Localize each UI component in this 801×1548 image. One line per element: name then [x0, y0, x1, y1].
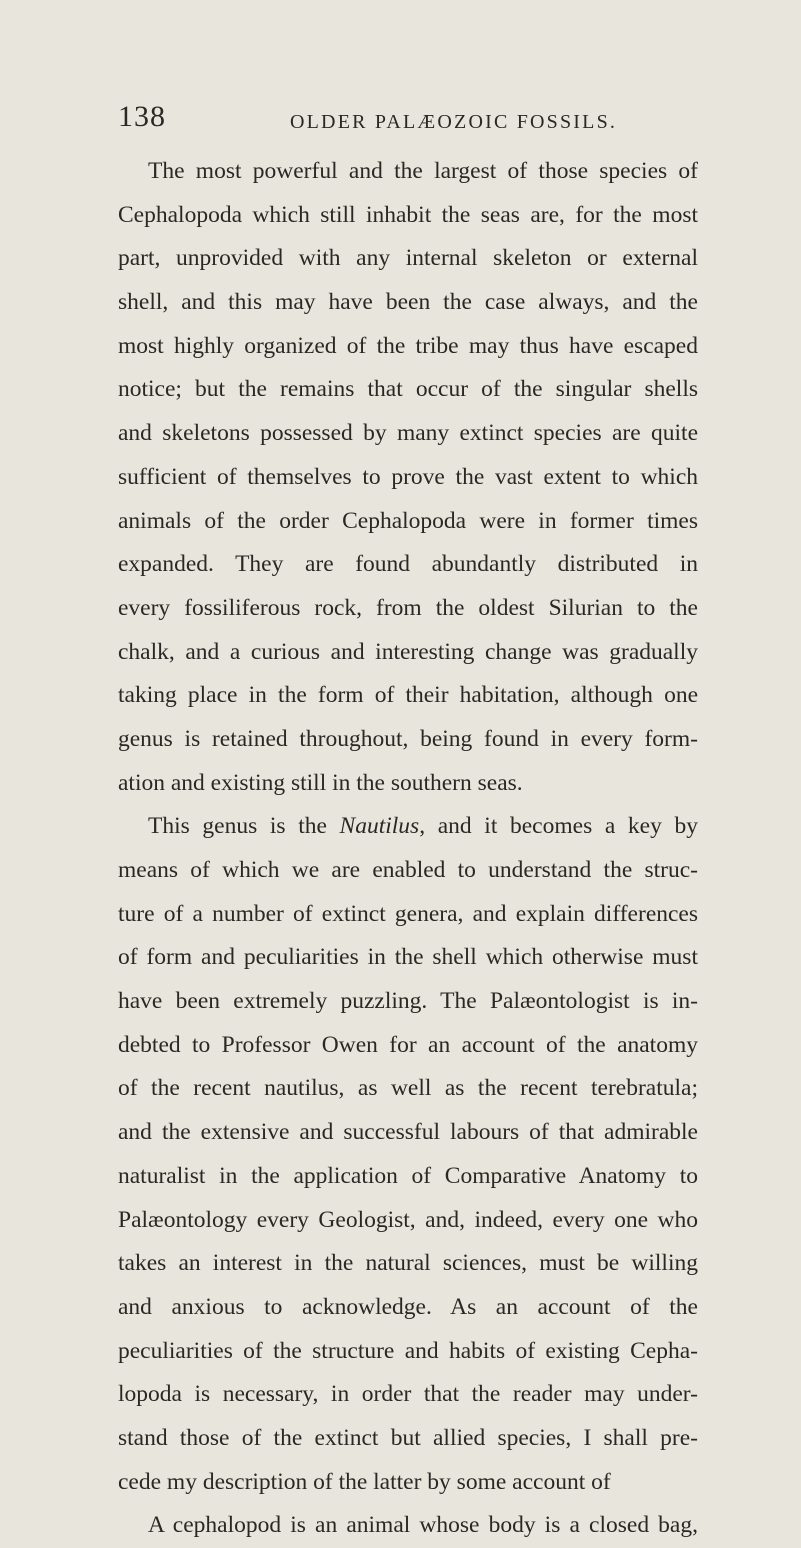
text-line: and skeletons possessed by many extinct species are quite: [118, 420, 698, 447]
text-line: ture of a number of extinct genera, and explain differences: [118, 900, 698, 927]
text-line: animals of the order Cephalopoda were in former times: [118, 507, 698, 534]
text-line: every fossiliferous rock, from the oldest Silurian to the: [118, 594, 698, 621]
text-line: of form and peculiarities in the shell which otherwise must: [118, 944, 698, 971]
paragraph-1: [118, 150, 698, 805]
text-line: lopoda is necessary, in order that the reader may under-: [118, 1381, 698, 1408]
text-line: taking place in the form of their habitation, although one: [118, 682, 698, 709]
text-line: of the recent nautilus, as well as the recent terebratula;: [118, 1075, 698, 1102]
text-line: The most powerful and the largest of those species of: [148, 158, 698, 184]
text-line: cede my description of the latter by some account of: [118, 1468, 611, 1495]
text-line: and the extensive and successful labours of that admirable: [118, 1119, 698, 1146]
text-line: stand those of the extinct but allied species, I shall pre-: [118, 1424, 698, 1451]
text-line: most highly organized of the tribe may thus have escaped: [118, 332, 698, 359]
text-line: takes an interest in the natural sciences, must be willing: [118, 1250, 698, 1277]
text-line: [118, 805, 698, 849]
text-line: and anxious to acknowledge. As an account of the: [118, 1293, 698, 1320]
text-line: ation and existing still in the southern seas.: [118, 769, 523, 796]
genus-name-italic: Nautilus: [339, 813, 420, 840]
paragraph-2: [118, 805, 698, 1504]
page-number: 138: [118, 100, 166, 133]
body-text: [118, 150, 698, 1548]
text-line: have been extremely puzzling. The Palæontologist is in-: [118, 988, 698, 1015]
text-segment: , and it becomes a key by: [419, 813, 698, 840]
text-line: expanded. They are found abundantly distributed in: [118, 551, 698, 578]
text-line: means of which we are enabled to understand the struc-: [118, 857, 698, 883]
text-line: A cephalopod is an animal whose body is a closed bag,: [148, 1512, 698, 1539]
text-line: shell, and this may have been the case always, and the: [118, 289, 698, 316]
text-line: chalk, and a curious and interesting change was gradually: [118, 638, 698, 665]
text-line: Palæontology every Geologist, and, indeed, every one who: [118, 1206, 698, 1233]
text-line: naturalist in the application of Comparative Anatomy to: [118, 1162, 698, 1189]
running-head: OLDER PALÆOZOIC FOSSILS.: [290, 111, 618, 133]
text-line: part, unprovided with any internal skeleton or external: [118, 245, 698, 272]
page-header: [118, 102, 678, 142]
text-line: Cephalopoda which still inhabit the seas are, for the most: [118, 201, 698, 228]
text-line: genus is retained throughout, being found in every form-: [118, 725, 698, 752]
text-line: sufficient of themselves to prove the vast extent to which: [118, 463, 698, 490]
text-line: notice; but the remains that occur of the singular shells: [118, 376, 698, 403]
text-line: debted to Professor Owen for an account of the anatomy: [118, 1031, 698, 1058]
text-line: peculiarities of the structure and habits of existing Cepha-: [118, 1337, 698, 1364]
text-segment: This genus is the: [148, 813, 340, 840]
paragraph-3: [118, 1504, 698, 1548]
